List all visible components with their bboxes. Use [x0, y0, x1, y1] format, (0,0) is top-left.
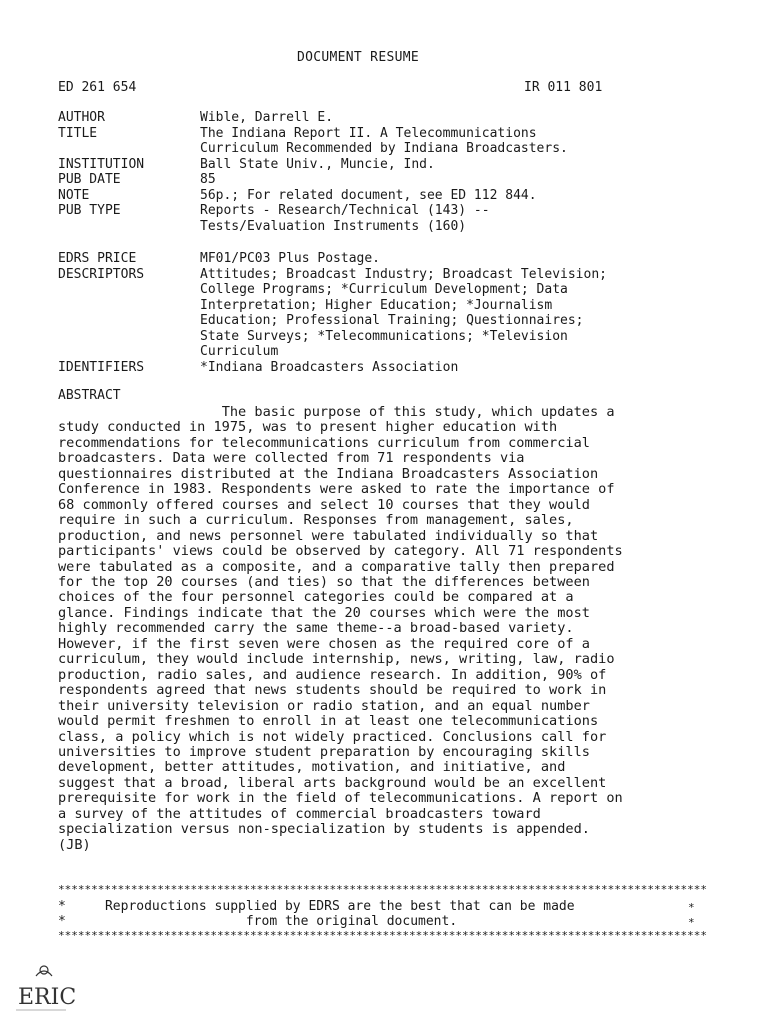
- field-label: DESCRIPTORS: [58, 266, 145, 282]
- field-value: MF01/PC03 Plus Postage.: [200, 251, 381, 266]
- eric-logo-text: ERIC: [18, 985, 77, 1010]
- asterisk-border-bottom: **************************************************************************************************: [58, 929, 708, 942]
- field-title: [58, 126, 718, 157]
- field-value: Attitudes; Broadcast Industry; Broadcast Television; College Programs; *Curriculum Development; Data Interpretation; Higher Education; *Journalism Education; Professional Training; Questionnaires; State Surveys; *Telecommunications; *Television Curriculum: [200, 266, 607, 359]
- field-value: The Indiana Report II. A Telecommunications Curriculum Recommended by Indiana Broadcasters.: [200, 125, 568, 156]
- field-label: TITLE: [58, 125, 98, 141]
- field-value: *Indiana Broadcasters Association: [200, 359, 459, 375]
- document-heading: DOCUMENT RESUME: [297, 50, 419, 65]
- field-identifiers: [58, 360, 718, 376]
- field-label: EDRS PRICE: [58, 251, 137, 266]
- eric-logo-icon: [14, 962, 77, 1014]
- asterisk-right-1: *: [688, 901, 695, 914]
- reproduction-line-1: * Reproductions supplied by EDRS are the best that can be made: [58, 899, 575, 914]
- field-institution: [58, 157, 718, 173]
- field-value: Reports - Research/Technical (143) -- Tests/Evaluation Instruments (160): [200, 203, 490, 234]
- eric-logo: [14, 962, 77, 1014]
- reproduction-line-2: * from the original document.: [58, 914, 458, 929]
- field-label: PUB TYPE: [58, 203, 121, 218]
- field-edrs-price: [58, 251, 718, 267]
- ed-number: ED 261 654: [58, 80, 137, 95]
- field-label: AUTHOR: [58, 110, 105, 125]
- reproduction-text-1: Reproductions supplied by EDRS are the best that can be made: [104, 899, 575, 914]
- reproduction-text-2: from the original document.: [245, 914, 458, 929]
- asterisk-border-top: **************************************************************************************************: [58, 883, 708, 896]
- abstract-label: ABSTRACT: [58, 388, 121, 403]
- field-value: 85: [200, 172, 216, 187]
- field-value: Ball State Univ., Muncie, Ind.: [200, 156, 435, 172]
- field-label: PUB DATE: [58, 172, 121, 187]
- field-value: 56p.; For related document, see ED 112 844.: [200, 187, 537, 203]
- field-label: INSTITUTION: [58, 156, 145, 172]
- field-pub-date: [58, 172, 718, 188]
- field-pub-type: [58, 203, 718, 234]
- field-label: IDENTIFIERS: [58, 359, 145, 375]
- field-note: [58, 188, 718, 204]
- field-author: [58, 110, 718, 126]
- metadata-fields: [58, 110, 718, 375]
- field-descriptors: [58, 267, 718, 360]
- field-value: Wible, Darrell E.: [200, 110, 334, 125]
- asterisk-right-2: *: [688, 916, 695, 929]
- ir-number: IR 011 801: [524, 80, 603, 95]
- field-label: NOTE: [58, 187, 90, 203]
- abstract-text: The basic purpose of this study, which updates a study conducted in 1975, was to present higher education with recommendations for telecommunications curriculum from commercial broadcasters. Data were collected from 71 respondents via questionnaires distributed at the Indiana Broadcasters Association Conference in 1983. Respondents were asked to rate the importance of 68 commonly offered courses and select 10 courses that they would require in such a curriculum. Responses from management, sales, production, and news personnel were tabulated individually so that participants' views could be observed by category. All 71 respondents were tabulated as a composite, and a comparative tally then prepared for the top 20 courses (and ties) so that the differences between choices of the four personnel categories could be compared at a glance. Findings indicate that the 20 courses which were the most highly recommended carry the same theme--a broad-based variety. However, if the first seven were chosen as the required core of a curriculum, they would include internship, news, writing, law, radio production, radio sales, and audience research. In addition, 90% of respondents agreed that news students should be required to work in their university television or radio station, and an equal number would permit freshmen to enroll in at least one telecommunications class, a policy which is not widely practiced. Conclusions call for universities to improve student preparation by encouraging skills development, better attitudes, motivation, and initiative, and suggest that a broad, liberal arts background would be an excellent prerequisite for work in the field of telecommunications. A report on a survey of the attitudes of commercial broadcasters toward specialization versus non-specialization by students is appended. (JB): [58, 404, 623, 853]
